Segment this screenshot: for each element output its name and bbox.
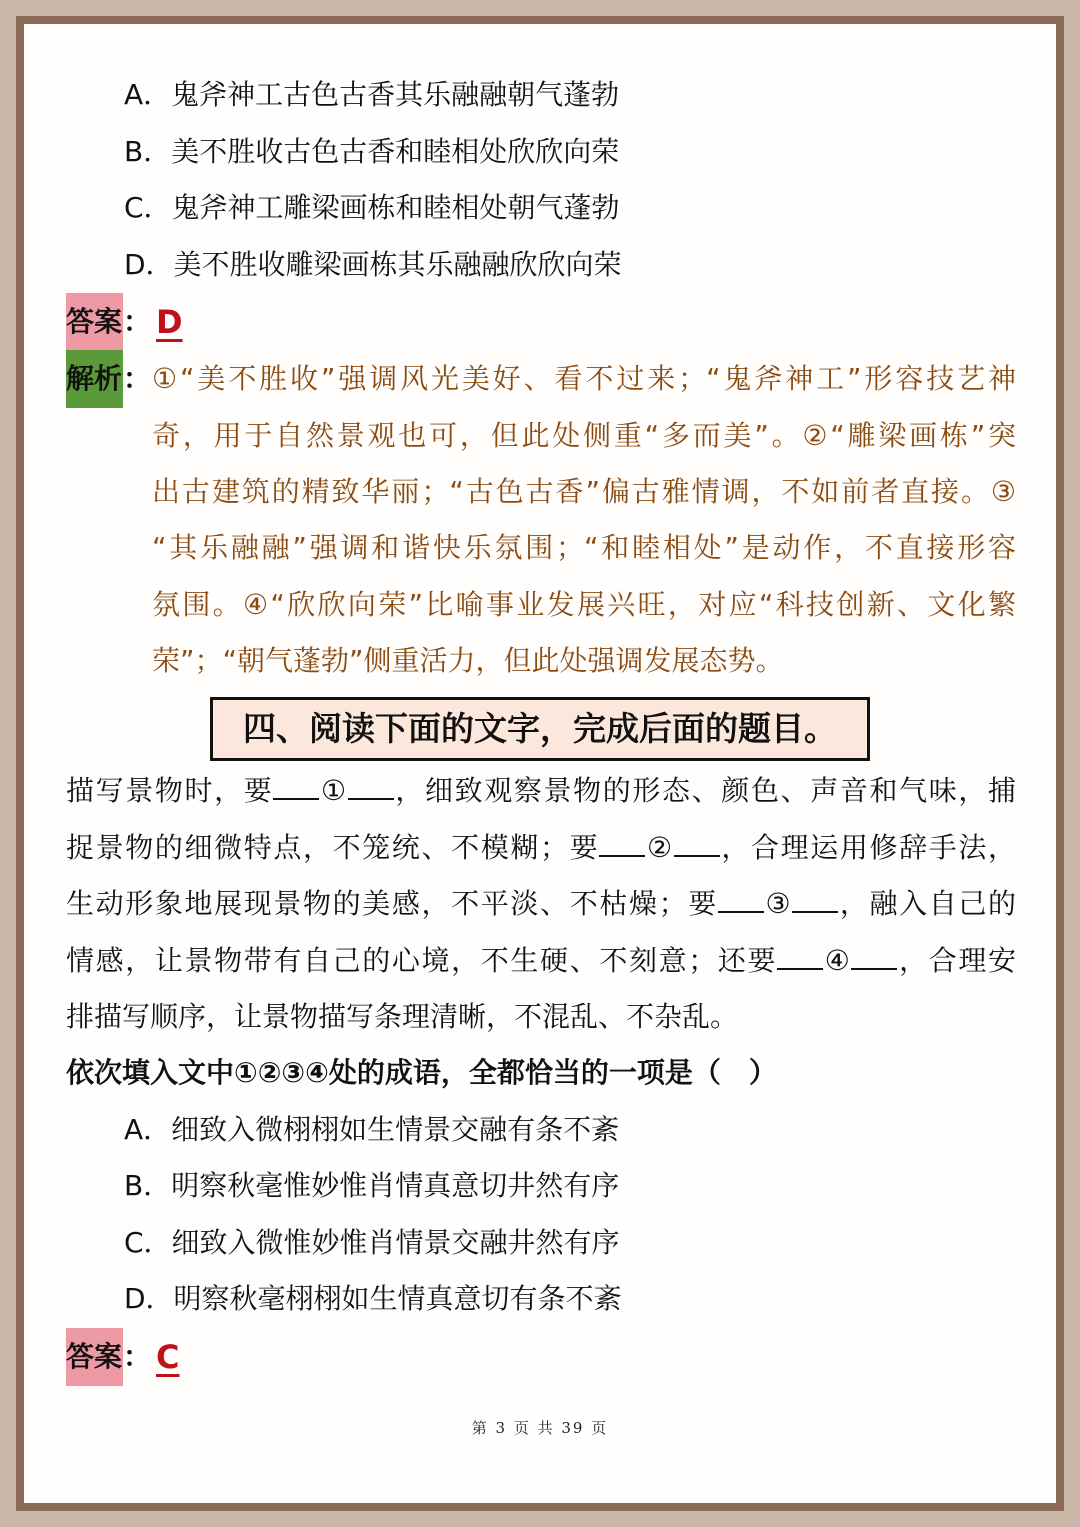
q2-answer-value: C: [156, 1338, 180, 1376]
passage-line: 捉景物的细微特点，不笼统、不模糊；要 ② ，合理运用修辞手法，: [66, 831, 1016, 864]
passage-line: 描写景物时，要 ① ，细致观察景物的形态、颜色、声音和气味，捕: [66, 774, 1016, 807]
q2-answer-label: 答案: [66, 1328, 123, 1386]
passage-line: 生动形象地展现景物的美感，不平淡、不枯燥；要 ③ ，融入自己的: [66, 887, 1016, 920]
page-footer: 第 3 页 共 39 页: [471, 1419, 609, 1437]
q1-option-d: D．美不胜收雕梁画栋其乐融融欣欣向荣: [124, 248, 622, 281]
q1-explanation-colon: ：: [123, 362, 152, 395]
explanation-line: 荣”；“朝气蓬勃”侧重活力，但此处强调发展态势。: [152, 644, 784, 677]
explanation-line: 奇，用于自然景观也可，但此处侧重“多而美”。②“雕梁画栋”突: [152, 419, 1016, 452]
q1-answer-label: 答案: [66, 293, 123, 351]
q1-option-c: C．鬼斧神工雕梁画栋和睦相处朝气蓬勃: [124, 191, 620, 224]
q2-option-d: D．明察秋毫栩栩如生情真意切有条不紊: [124, 1282, 622, 1315]
section-heading: 四、阅读下面的文字，完成后面的题目。: [210, 697, 870, 761]
q1-answer-colon: ：: [123, 305, 152, 338]
q1-option-a: A．鬼斧神工古色古香其乐融融朝气蓬勃: [124, 78, 620, 111]
q2-option-c: C．细致入微惟妙惟肖情景交融井然有序: [124, 1226, 620, 1259]
q2-option-a: A．细致入微栩栩如生情景交融有条不紊: [124, 1113, 620, 1146]
q1-option-b: B．美不胜收古色古香和睦相处欣欣向荣: [124, 135, 620, 168]
passage-line: 排描写顺序，让景物描写条理清晰，不混乱、不杂乱。: [66, 1000, 739, 1033]
q1-answer-value: D: [156, 303, 183, 341]
explanation-line: 出古建筑的精致华丽；“古色古香”偏古雅情调，不如前者直接。③: [152, 475, 1016, 508]
explanation-line: ①“美不胜收”强调风光美好、看不过来；“鬼斧神工”形容技艺神: [152, 362, 1016, 395]
passage-line: 情感，让景物带有自己的心境，不生硬、不刻意；还要 ④ ，合理安: [66, 944, 1016, 977]
explanation-line: 氛围。④“欣欣向荣”比喻事业发展兴旺，对应“科技创新、文化繁: [152, 588, 1016, 621]
q1-explanation-label: 解析: [66, 350, 123, 408]
q2-stem: 依次填入文中①②③④处的成语，全都恰当的一项是（ ）: [66, 1056, 777, 1089]
explanation-line: “其乐融融”强调和谐快乐氛围；“和睦相处”是动作，不直接形容: [152, 531, 1016, 564]
q2-option-b: B．明察秋毫惟妙惟肖情真意切井然有序: [124, 1169, 620, 1202]
q2-answer-colon: ：: [123, 1340, 152, 1373]
